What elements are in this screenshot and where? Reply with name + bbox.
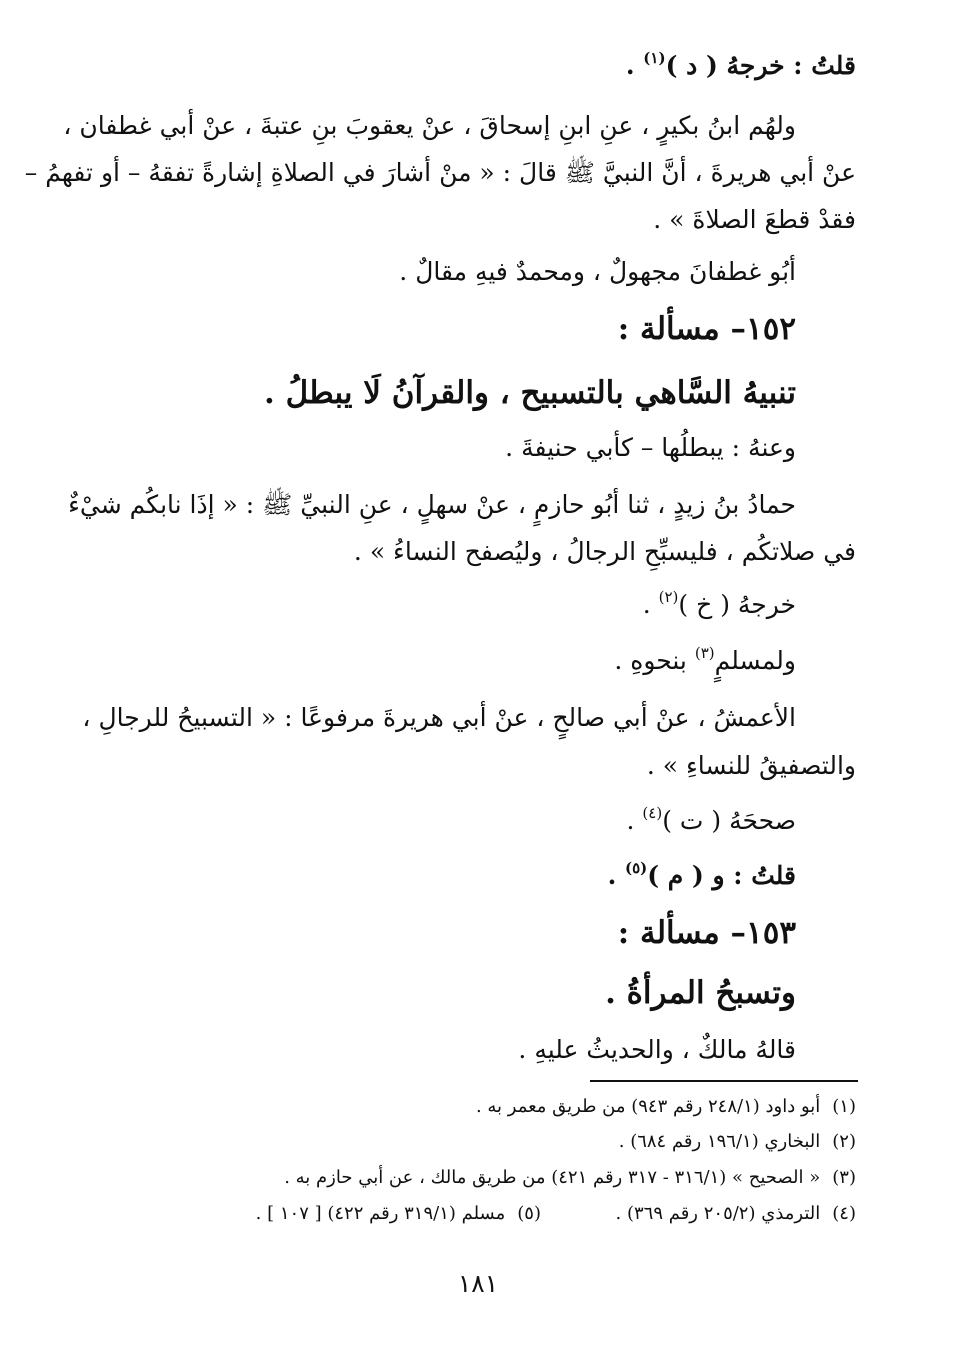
footnote — [256, 1200, 541, 1228]
line-text: خرجهُ ( خ ) — [678, 590, 796, 619]
footnote-text: مسلم (٣١٩/١ رقم ٤٢٢) [ ١٠٧ ] . — [255, 1203, 506, 1224]
text-line: عنْ أبي هريرةَ ، أنَّ النبيَّ ﷺ قالَ : « منْ أشارَ في الصلاةِ إشارةً تفقهُ – أو تفهمُ – — [24, 158, 856, 187]
line-text: . — [625, 51, 644, 80]
text-line — [614, 641, 796, 681]
line-text: قلتُ : خرجهُ ( د ) — [665, 51, 856, 80]
section-heading: ١٥٢– مسألة : — [617, 311, 796, 347]
text-line: في صلاتكُم ، فليسبِّحِ الرجالُ ، وليُصفح النساءُ » . — [353, 537, 856, 566]
line-text: صححَهُ ( ت ) — [662, 806, 796, 835]
footnote — [476, 1093, 856, 1121]
text-line — [627, 801, 796, 841]
line-text: ولمسلمٍ — [714, 646, 796, 675]
footnote-number: (٢) — [832, 1131, 856, 1152]
footnote-marker: (١) — [643, 48, 666, 67]
line-text: . — [607, 861, 625, 890]
page-number: ١٨١ — [457, 1269, 499, 1298]
footnote-marker: (٤) — [642, 803, 663, 822]
line-text: . — [642, 590, 659, 619]
footnote-number: (٤) — [832, 1203, 856, 1224]
footnote-text: البخاري (١٩٦/١ رقم ٦٨٤) . — [618, 1131, 821, 1152]
line-text: . — [626, 806, 643, 835]
text-line: الأعمشُ ، عنْ أبي صالحٍ ، عنْ أبي هريرةَ مرفوعًا : « التسبيحُ للرجالِ ، — [82, 703, 796, 732]
text-line: قالهُ مالكٌ ، والحديثُ عليهِ . — [518, 1035, 796, 1064]
footnote-divider — [590, 1080, 858, 1082]
section-heading: ١٥٣– مسألة : — [617, 915, 796, 951]
text-line: أبُو غطفانَ مجهولٌ ، ومحمدٌ فيهِ مقالٌ . — [399, 257, 796, 286]
footnote — [616, 1200, 856, 1228]
text-line — [608, 856, 796, 896]
footnote-number: (١) — [832, 1096, 856, 1117]
footnote-marker: (٢) — [658, 587, 679, 606]
footnote-marker: (٣) — [694, 643, 715, 662]
footnote-text: الترمذي (٢٠٥/٢ رقم ٣٦٩) . — [615, 1203, 821, 1224]
footnote-number: (٣) — [832, 1167, 856, 1188]
footnote-text: أبو داود (٢٤٨/١ رقم ٩٤٣) من طريق معمر به . — [475, 1096, 821, 1117]
text-line: فقدْ قطعَ الصلاةَ » . — [653, 205, 856, 234]
text-line — [626, 46, 856, 86]
text-line: والتصفيقُ للنساءِ » . — [646, 751, 856, 780]
text-line: وعنهُ : يبطلُها – كأبي حنيفةَ . — [505, 433, 796, 462]
footnote — [284, 1164, 856, 1192]
text-line: حمادُ بنُ زيدٍ ، ثنا أبُو حازمٍ ، عنْ سهلٍ ، عنِ النبيِّ ﷺ : « إذَا نابكُم شيْءٌ — [68, 490, 796, 519]
footnote-number: (٥) — [517, 1203, 541, 1224]
footnote-marker: (٥) — [624, 858, 648, 877]
text-line — [643, 585, 796, 625]
section-title: وتسبحُ المرأةُ . — [605, 975, 796, 1011]
footnote — [619, 1128, 856, 1156]
line-text: قلتُ : و ( م ) — [647, 861, 796, 890]
footnote-text: « الصحيح » (٣١٦/١ - ٣١٧ رقم ٤٢١) من طريق مالك ، عن أبي حازم به . — [284, 1167, 821, 1188]
text-line: ولهُم ابنُ بكيرٍ ، عنِ ابنِ إسحاقَ ، عنْ يعقوبَ بنِ عتبةَ ، عنْ أبي غطفان ، — [63, 111, 796, 140]
line-text: بنحوهِ . — [614, 646, 695, 675]
section-title: تنبيهُ السَّاهي بالتسبيح ، والقرآنُ لَا يبطلُ . — [263, 375, 796, 411]
